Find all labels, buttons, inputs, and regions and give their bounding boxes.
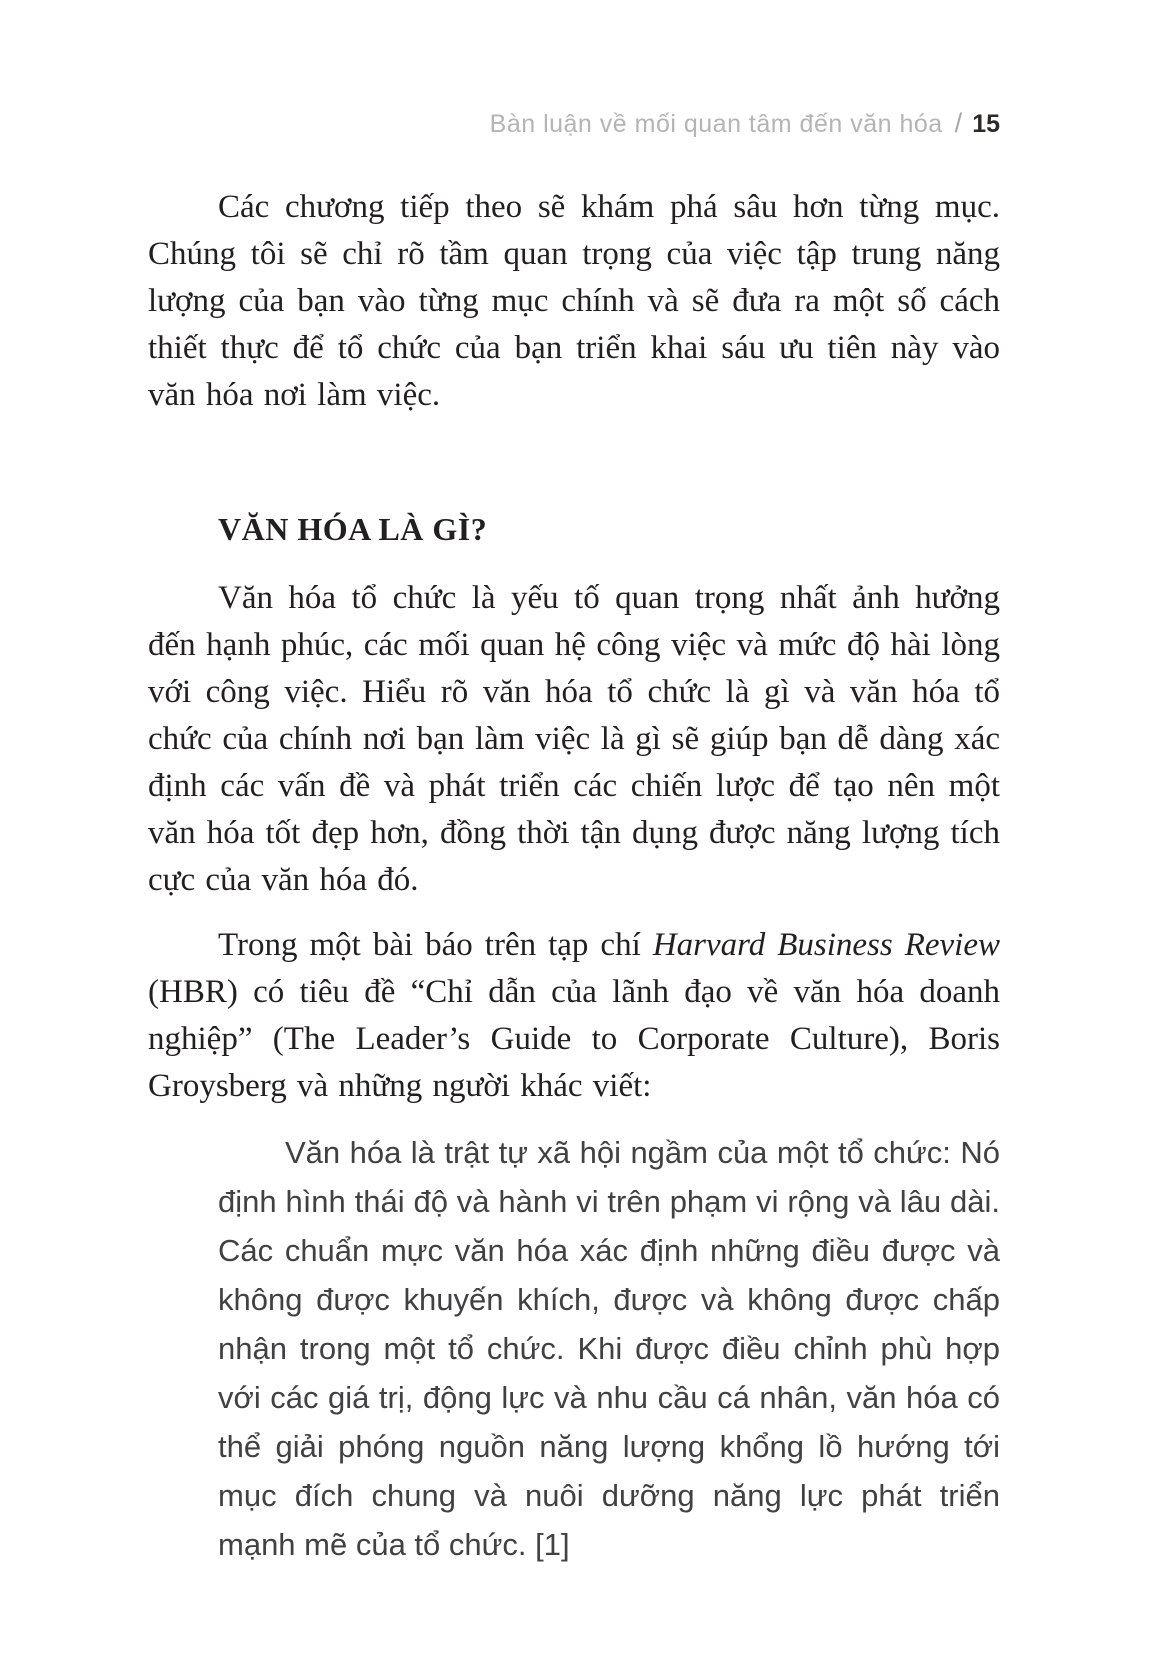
block-quote: Văn hóa là trật tự xã hội ngầm của một tổ chức: Nó định hình thái độ và hành vi trên phạm vi rộng và lâu dài. Các chuẩn mực văn hóa xác định những điều được và không được khuyến khích, được và không được chấp nhận trong một tổ chức. Khi được điều chỉnh phù hợp với các giá trị, động lực và nhu cầu cá nhân, văn hóa có thể giải phóng nguồn năng lượng khổng lồ hướng tới mục đích chung và nuôi dưỡng năng lực phát triển mạnh mẽ của tổ chức. [1] — [218, 1135, 1000, 1562]
section-heading: VĂN HÓA LÀ GÌ? — [218, 511, 488, 547]
page-number: 15 — [972, 110, 1000, 138]
header-separator: / — [954, 108, 963, 138]
page-body — [148, 0, 1000, 1569]
hbr-lead-text: Trong một bài báo trên tạp chí — [218, 927, 653, 963]
journal-title: Harvard Business Review — [652, 927, 1000, 963]
paragraph-culture-definition: Văn hóa tổ chức là yếu tố quan trọng nhất ảnh hưởng đến hạnh phúc, các mối quan hệ công việc và mức độ hài lòng với công việc. Hiểu rõ văn hóa tổ chức là gì và văn hóa tổ chức của chính nơi bạn làm việc là gì sẽ giúp bạn dễ dàng xác định các vấn đề và phát triển các chiến lược để tạo nên một văn hóa tốt đẹp hơn, đồng thời tận dụng được năng lượng tích cực của văn hóa đó. — [148, 580, 1000, 898]
paragraph-hbr-article — [148, 922, 1000, 1110]
hbr-rest-text: (HBR) có tiêu đề “Chỉ dẫn của lãnh đạo về văn hóa doanh nghiệp” (The Leader’s Guide to Corporate Culture), Boris Groysberg và những người khác viết: — [148, 974, 1000, 1104]
paragraph-intro: Các chương tiếp theo sẽ khám phá sâu hơn từng mục. Chúng tôi sẽ chỉ rõ tầm quan trọng của việc tập trung năng lượng của bạn vào từng mục chính và sẽ đưa ra một số cách thiết thực để tổ chức của bạn triển khai sáu ưu tiên này vào văn hóa nơi làm việc. — [148, 189, 1000, 413]
running-title: Bàn luận về mối quan tâm đến văn hóa — [489, 110, 943, 138]
